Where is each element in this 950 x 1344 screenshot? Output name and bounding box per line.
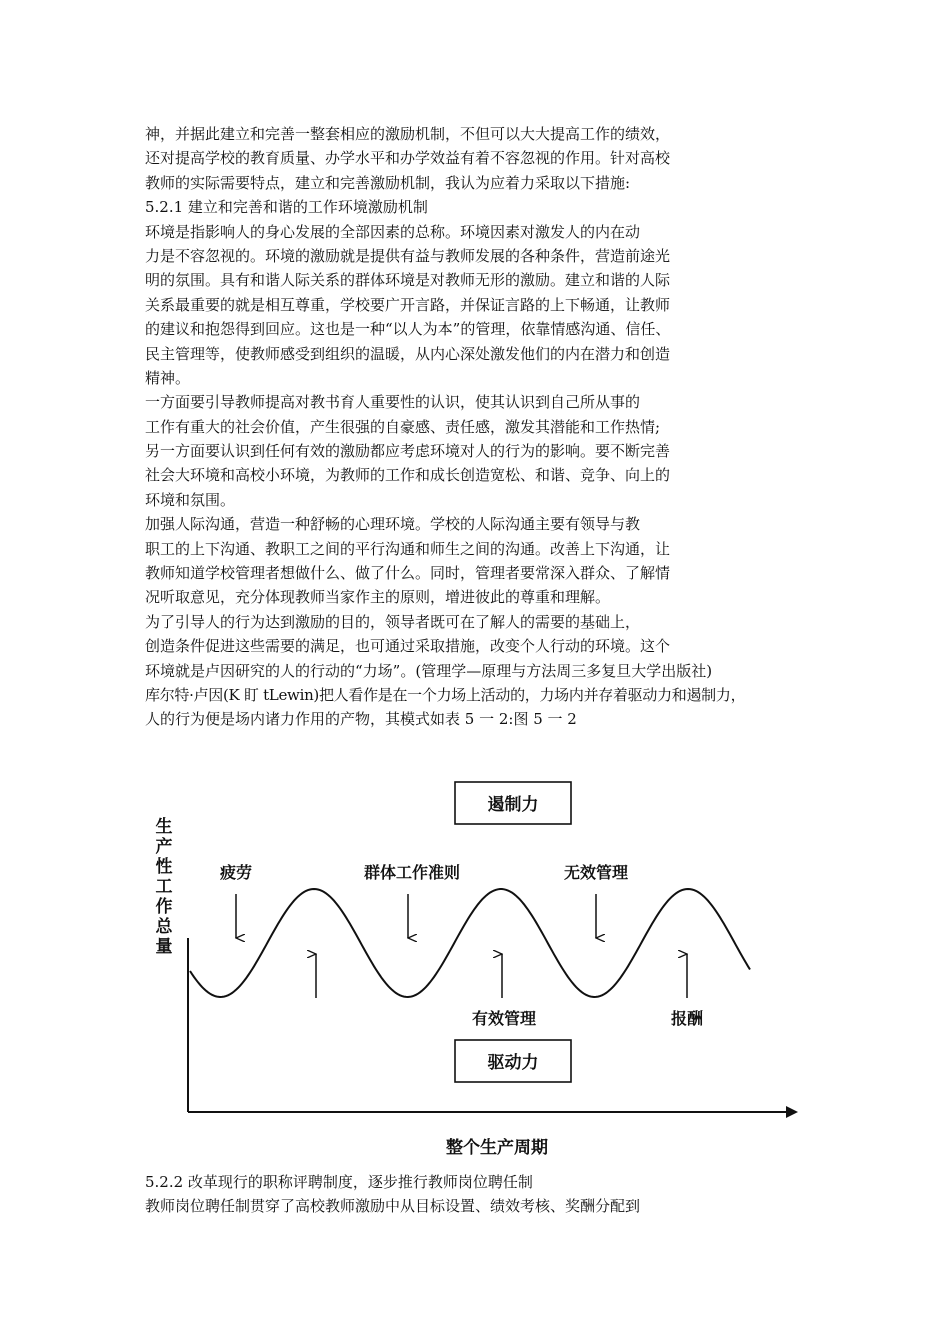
text-line: 另一方面要认识到任何有效的激励都应考虑环境对人的行为的影响。要不断完善	[145, 442, 671, 461]
y-axis-label-char: 产	[155, 837, 173, 857]
section-heading: 5.2.1 建立和完善和谐的工作环境激励机制	[145, 198, 428, 217]
text-line: 环境就是卢因研究的人的行动的“力场”。(管理学—原理与方法周三多复旦大学出版社)	[145, 661, 713, 680]
y-axis-label	[156, 816, 174, 957]
text-line: 况听取意见，充分体现教师当家作主的原则，增进彼此的尊重和理解。	[145, 588, 611, 607]
text-line: 加强人际沟通，营造一种舒畅的心理环境。学校的人际沟通主要有领导与教	[145, 515, 641, 534]
restraint-label-ineffective-management: 无效管理	[563, 863, 629, 882]
restraint-label-group-norms: 群体工作准则	[363, 863, 461, 882]
text-line: 社会大环境和高校小环境，为教师的工作和成长创造宽松、和谐、竞争、向上的	[145, 466, 671, 485]
text-line: 环境是指影响人的身心发展的全部因素的总称。环境因素对激发人的内在动	[145, 222, 641, 241]
text-line: 工作有重大的社会价值，产生很强的自豪感、责任感，激发其潜能和工作热情;	[145, 417, 661, 436]
restraint-label-fatigue: 疲劳	[219, 863, 253, 882]
body-text	[145, 122, 845, 732]
y-axis-label-char: 量	[155, 937, 173, 957]
y-axis-label-char: 工	[155, 877, 173, 897]
text-line: 关系最重要的就是相互尊重，学校要广开言路，并保证言路的上下畅通，让教师	[145, 295, 671, 314]
force-field-diagram	[150, 770, 810, 1170]
text-line: 职工的上下沟通、教职工之间的平行沟通和师生之间的沟通。改善上下沟通，让	[145, 539, 671, 558]
text-line: 教师岗位聘任制贯穿了高校教师激励中从目标设置、绩效考核、奖酬分配到	[145, 1197, 641, 1216]
text-line: 一方面要引导教师提高对教书育人重要性的认识，使其认识到自己所从事的	[145, 393, 641, 412]
driving-label-effective-management: 有效管理	[471, 1009, 537, 1028]
text-line: 创造条件促进这些需要的满足，也可通过采取措施，改变个人行动的环境。这个	[145, 637, 671, 656]
productivity-wave	[190, 889, 750, 997]
text-line: 人的行为便是场内诸力作用的产物，其模式如表 5 一 2:图 5 一 2	[145, 710, 577, 729]
driving-label-reward: 报酬	[670, 1009, 704, 1028]
text-line: 教师知道学校管理者想做什么、做了什么。同时，管理者要常深入群众、了解情	[145, 564, 671, 583]
section-heading: 5.2.2 改革现行的职称评聘制度，逐步推行教师岗位聘任制	[145, 1173, 533, 1191]
y-axis-label-char: 作	[155, 897, 173, 917]
text-line: 库尔特·卢因(K 盯 tLewin)把人看作是在一个力场上活动的，力场内并存着驱动力和遏制力，	[145, 685, 746, 704]
text-line: 明的氛围。具有和谐人际关系的群体环境是对教师无形的激励。建立和谐的人际	[145, 271, 671, 290]
text-line: 为了引导人的行为达到激励的目的，领导者既可在了解人的需要的基础上，	[145, 612, 641, 631]
y-axis-label-char: 生	[155, 817, 173, 837]
text-line: 精神。	[145, 368, 191, 387]
text-line: 环境和氛围。	[145, 490, 236, 509]
text-line: 的建议和抱怨得到回应。这也是一种“以人为本”的管理，依靠情感沟通、信任、	[145, 320, 671, 339]
body-text-continued	[145, 1170, 845, 1219]
y-axis-label-char: 总	[155, 917, 173, 937]
force-field-figure	[150, 770, 810, 1170]
text-line: 力是不容忽视的。环境的激励就是提供有益与教师发展的各种条件，营造前途光	[145, 246, 671, 265]
restraint-box-label: 遏制力	[487, 795, 539, 815]
text-line: 教师的实际需要特点，建立和完善激励机制，我认为应着力采取以下措施:	[145, 173, 631, 192]
text-line: 民主管理等，使教师感受到组织的温暖，从内心深处激发他们的内在潜力和创造	[145, 344, 671, 363]
y-axis-label-char: 性	[155, 857, 173, 877]
driving-box-label: 驱动力	[487, 1053, 539, 1073]
text-line: 还对提高学校的教育质量、办学水平和办学效益有着不容忽视的作用。针对高校	[145, 149, 671, 168]
x-axis-label: 整个生产周期	[446, 1138, 548, 1158]
x-axis-arrow	[786, 1106, 798, 1118]
text-line: 神，并据此建立和完善一整套相应的激励机制，不但可以大大提高工作的绩效，	[145, 125, 671, 143]
